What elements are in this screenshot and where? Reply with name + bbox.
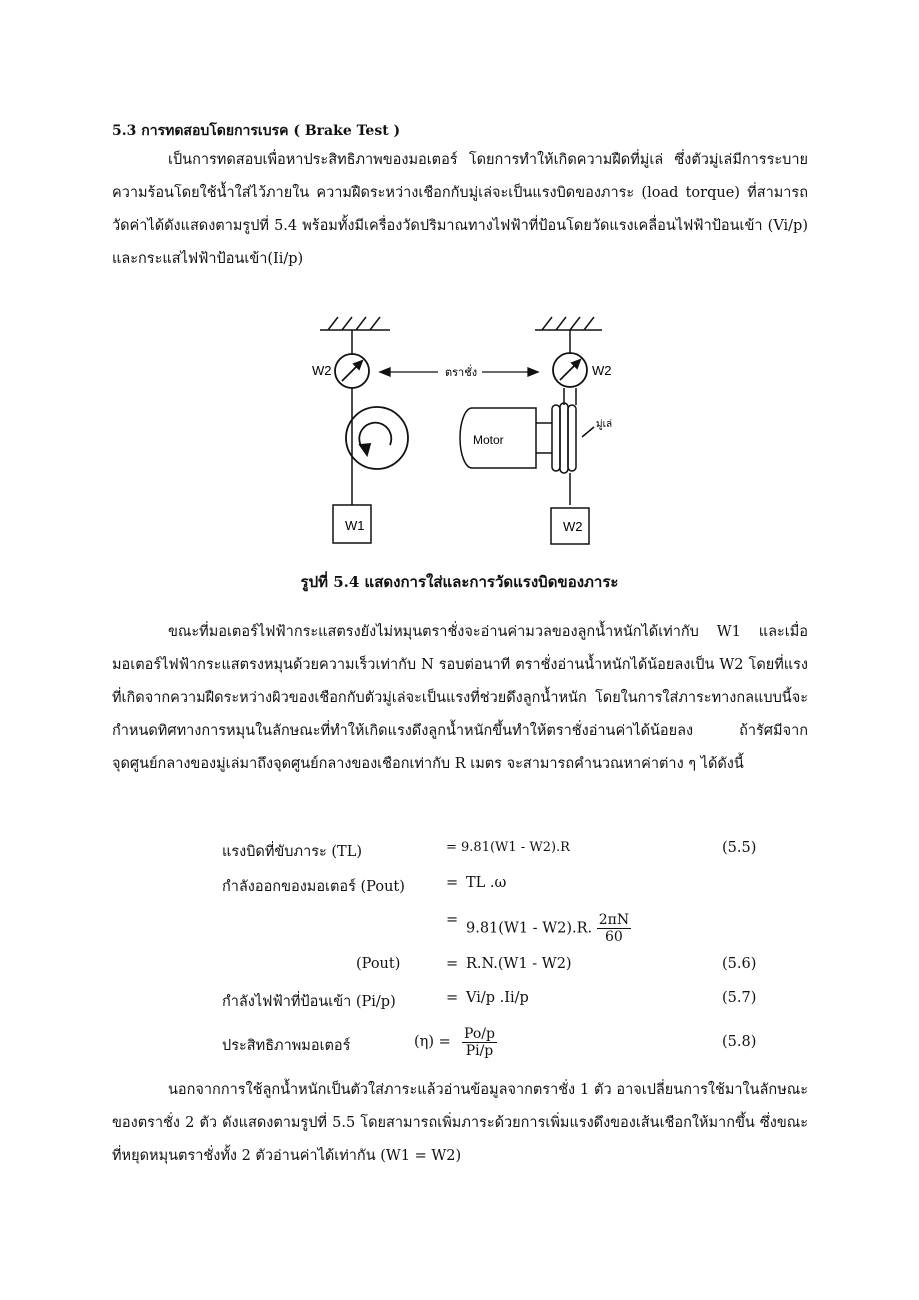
right-scale-dial [553, 353, 587, 387]
equation-label: กำลังไฟฟ้าที่ป้อนเข้า (Pi/p) [222, 994, 396, 1010]
scale-label: ตราชั่ง [445, 367, 478, 379]
equation-row [0, 912, 919, 952]
equation-equals: = [446, 912, 459, 928]
equation-expression: Vi/p .Ii/p [466, 990, 529, 1006]
equation-fraction [597, 912, 631, 945]
left-weight-block [333, 505, 371, 543]
equation-number: (5.6) [722, 956, 757, 972]
fraction-numerator: Po/p [464, 1026, 495, 1042]
figure-brake-test [290, 305, 630, 559]
section-heading: 5.3 การทดสอบโดยการเบรค ( Brake Test ) [112, 123, 401, 139]
equation-equals: = [446, 956, 459, 972]
equation-expression [466, 912, 631, 945]
equation-row [0, 1026, 919, 1070]
equation-expression-text: 9.81(W1 - W2).R. [466, 920, 593, 937]
right-weight-block [551, 508, 589, 544]
equation-fraction [462, 1026, 497, 1059]
equation-row [0, 875, 919, 905]
equation-number: (5.7) [722, 990, 757, 1006]
equation-expression: TL .ω [466, 875, 507, 891]
equation-equals: = [446, 990, 459, 1006]
paragraph-two-scales: นอกจากการใช้ลูกน้ำหนักเป็นตัวใส่ภาระแล้วอ่านข้อมูลจากตราชั่ง 1 ตัว อาจเปลี่ยนการใช้มาในลักษณะของตราชั่ง 2 ตัว ดังแสดงตามรูปที่ 5.5 โดยสามารถเพิ่มภาระด้วยการเพิ่มแรงดึงของเส้นเชือกให้มากขึ้น ซึ่งขณะที่หยุดหมุนตราชั่งทั้ง 2 ตัวอ่านค่าได้เท่ากัน (W1 = W2) [112, 1082, 808, 1164]
fraction-denominator: 60 [605, 929, 623, 945]
left-ceiling-support [320, 317, 390, 355]
paragraph-brake-test-intro: เป็นการทดสอบเพื่อหาประสิทธิภาพของมอเตอร์ โดยการทำให้เกิดความฝืดที่มู่เล่ ซึ่งตัวมู่เล่มีการระบายความร้อนโดยใช้น้ำใส่ไว้ภายใน ความฝืดระหว่างเชือกกับมู่เล่จะเป็นแรงบิดของภาระ (load torque) ที่สามารถวัดค่าได้ดังแสดงตามรูปที่ 5.4 พร้อมทั้งมีเครื่องวัดปริมาณทางไฟฟ้าที่ป้อนโดยวัดแรงเคลื่อนไฟฟ้าป้อนเข้า (Vi/p) และกระแสไฟฟ้าป้อนเข้า(Ii/p) [112, 152, 808, 267]
right-ceiling-support [535, 317, 602, 353]
pulley-label: มู่เล่ [596, 419, 613, 430]
equation-label: แรงบิดที่ขับภาระ (TL) [222, 844, 363, 860]
equation-efficiency-symbol: (η) = [414, 1034, 451, 1050]
equation-equals: = [446, 875, 459, 891]
right-scale-label: W2 [592, 363, 612, 378]
paragraph-measurement [112, 616, 808, 781]
equation-row [0, 956, 919, 986]
left-scale-label: W2 [312, 363, 332, 378]
equation-number: (5.5) [722, 840, 757, 856]
pulley-flywheel [552, 388, 594, 505]
fraction-denominator: Pi/p [465, 1043, 494, 1059]
motor-label: Motor [473, 433, 504, 447]
left-scale-dial [335, 354, 369, 388]
equation-row [0, 990, 919, 1020]
paragraph-measurement-text: ขณะที่มอเตอร์ไฟฟ้ากระแสตรงยังไม่หมุนตราชั่งจะอ่านค่ามวลของลูกน้ำหนักได้เท่ากับ W1 และเมื่อมอเตอร์ไฟฟ้ากระแสตรงหมุนด้วยความเร็วเท่ากับ N รอบต่อนาที ตราชั่งอ่านน้ำหนักได้น้อยลงเป็น W2 โดยที่แรงที่เกิดจากความฝืดระหว่างผิวของเชือกกับตัวมู่เล่จะเป็นแรงที่ช่วยดึงลูกน้ำหนัก โดยในการใส่ภาระทางกลแบบนี้จะกำหนดทิศทางการหมุนในลักษณะที่ทำให้เกิดแรงดึงลูกน้ำหนักขึ้นทำให้ตราชั่งอ่านค่าได้น้อยลง ถ้ารัศมีจากจุดศูนย์กลางของมู่เล่มาถึงจุดศูนย์กลางของเชือกเท่ากับ R เมตร จะสามารถคำนวณหาค่าต่าง ๆ ได้ดังนี้ [112, 624, 808, 772]
equation-expression: R.N.(W1 - W2) [466, 956, 572, 972]
equation-label: กำลังออกของมอเตอร์ (Pout) [222, 879, 405, 895]
equation-label: ประสิทธิภาพมอเตอร์ [222, 1038, 351, 1054]
left-weight-label: W1 [345, 518, 365, 533]
fraction-numerator: 2πN [598, 912, 630, 928]
equation-row [0, 840, 919, 870]
equation-label: (Pout) [356, 956, 401, 972]
equation-expression: = 9.81(W1 - W2).R [446, 840, 570, 855]
figure-caption: รูปที่ 5.4 แสดงการใส่และการวัดแรงบิดของภาระ [300, 573, 619, 591]
equation-number: (5.8) [722, 1034, 757, 1050]
brake-test-diagram [290, 305, 630, 555]
equation-expression [462, 1026, 497, 1059]
rotation-drum [346, 407, 408, 469]
right-weight-label: W2 [563, 519, 583, 534]
